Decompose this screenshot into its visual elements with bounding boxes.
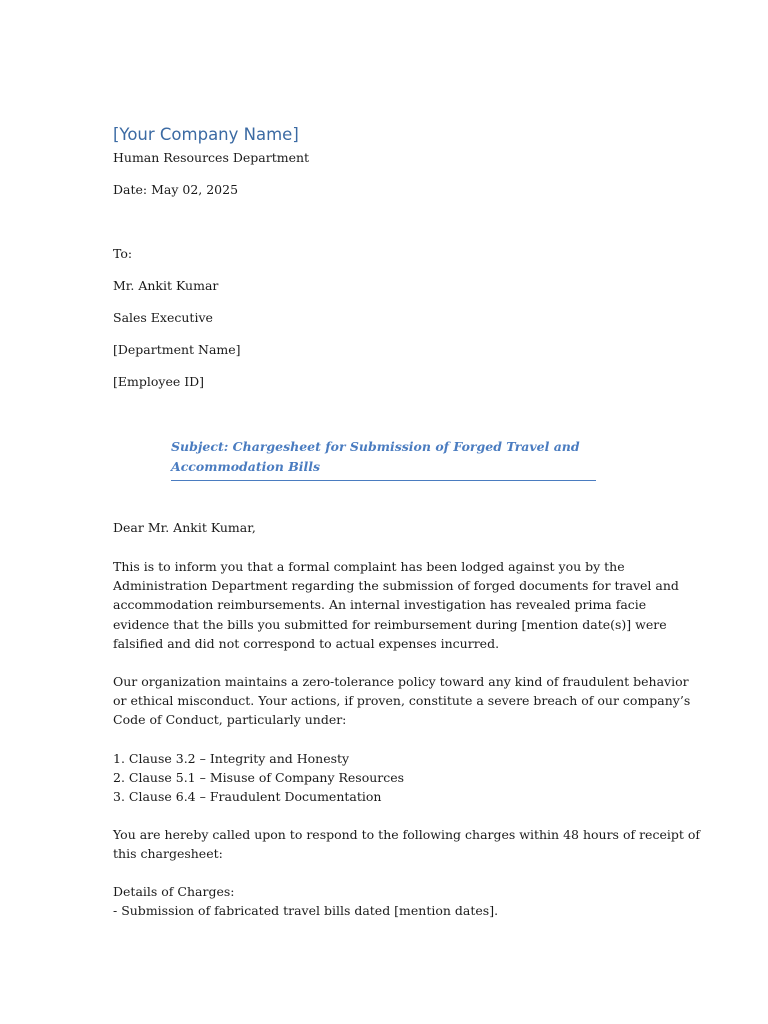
paragraph-line: Administration Department regarding the submission of forged documents for travel and <box>113 578 679 594</box>
charges-details <box>113 882 673 920</box>
list-item: - Submission of fabricated travel bills dated [mention dates]. <box>113 903 499 919</box>
subject-heading <box>171 437 596 481</box>
paragraph-respond <box>113 825 700 863</box>
list-item: 2. Clause 5.1 – Misuse of Company Resources <box>113 770 405 786</box>
paragraph-line: evidence that the bills you submitted for reimbursement during [mention date(s)] were <box>113 616 667 632</box>
paragraph-line: accommodation reimbursements. An internal investigation has revealed prima facie <box>113 597 647 613</box>
clause-list <box>113 749 673 807</box>
recipient-employee-id: [Employee ID] <box>113 374 205 389</box>
recipient-name: Mr. Ankit Kumar <box>113 278 219 293</box>
company-name: [Your Company Name] <box>113 125 299 144</box>
recipient-title: Sales Executive <box>113 310 213 325</box>
list-item: 3. Clause 6.4 – Fraudulent Documentation <box>113 789 382 805</box>
list-item: 1. Clause 3.2 – Integrity and Honesty <box>113 751 350 766</box>
paragraph-line: You are hereby called upon to respond to the following charges within 48 hours of receipt of <box>113 827 700 842</box>
paragraph-line: Our organization maintains a zero-tolerance policy toward any kind of fraudulent behavior <box>113 674 689 689</box>
subject-line-2: Accommodation Bills <box>171 459 321 474</box>
details-heading: Details of Charges: <box>113 884 235 899</box>
to-label: To: <box>113 246 133 261</box>
paragraph-line: or ethical misconduct. Your actions, if proven, constitute a severe breach of our company’s <box>113 693 691 709</box>
paragraph-line: this chargesheet: <box>113 846 223 862</box>
date-line: Date: May 02, 2025 <box>113 182 239 197</box>
recipient-department: [Department Name] <box>113 342 241 357</box>
paragraph-policy <box>113 672 691 730</box>
paragraph-line: This is to inform you that a formal complaint has been lodged against you by the <box>113 559 625 574</box>
subject-line-1: Subject: Chargesheet for Submission of Forged Travel and <box>171 439 580 454</box>
salutation: Dear Mr. Ankit Kumar, <box>113 520 256 535</box>
paragraph-complaint <box>113 557 679 653</box>
paragraph-line: Code of Conduct, particularly under: <box>113 712 347 728</box>
department-line: Human Resources Department <box>113 150 310 165</box>
paragraph-line: falsified and did not correspond to actual expenses incurred. <box>113 635 500 651</box>
